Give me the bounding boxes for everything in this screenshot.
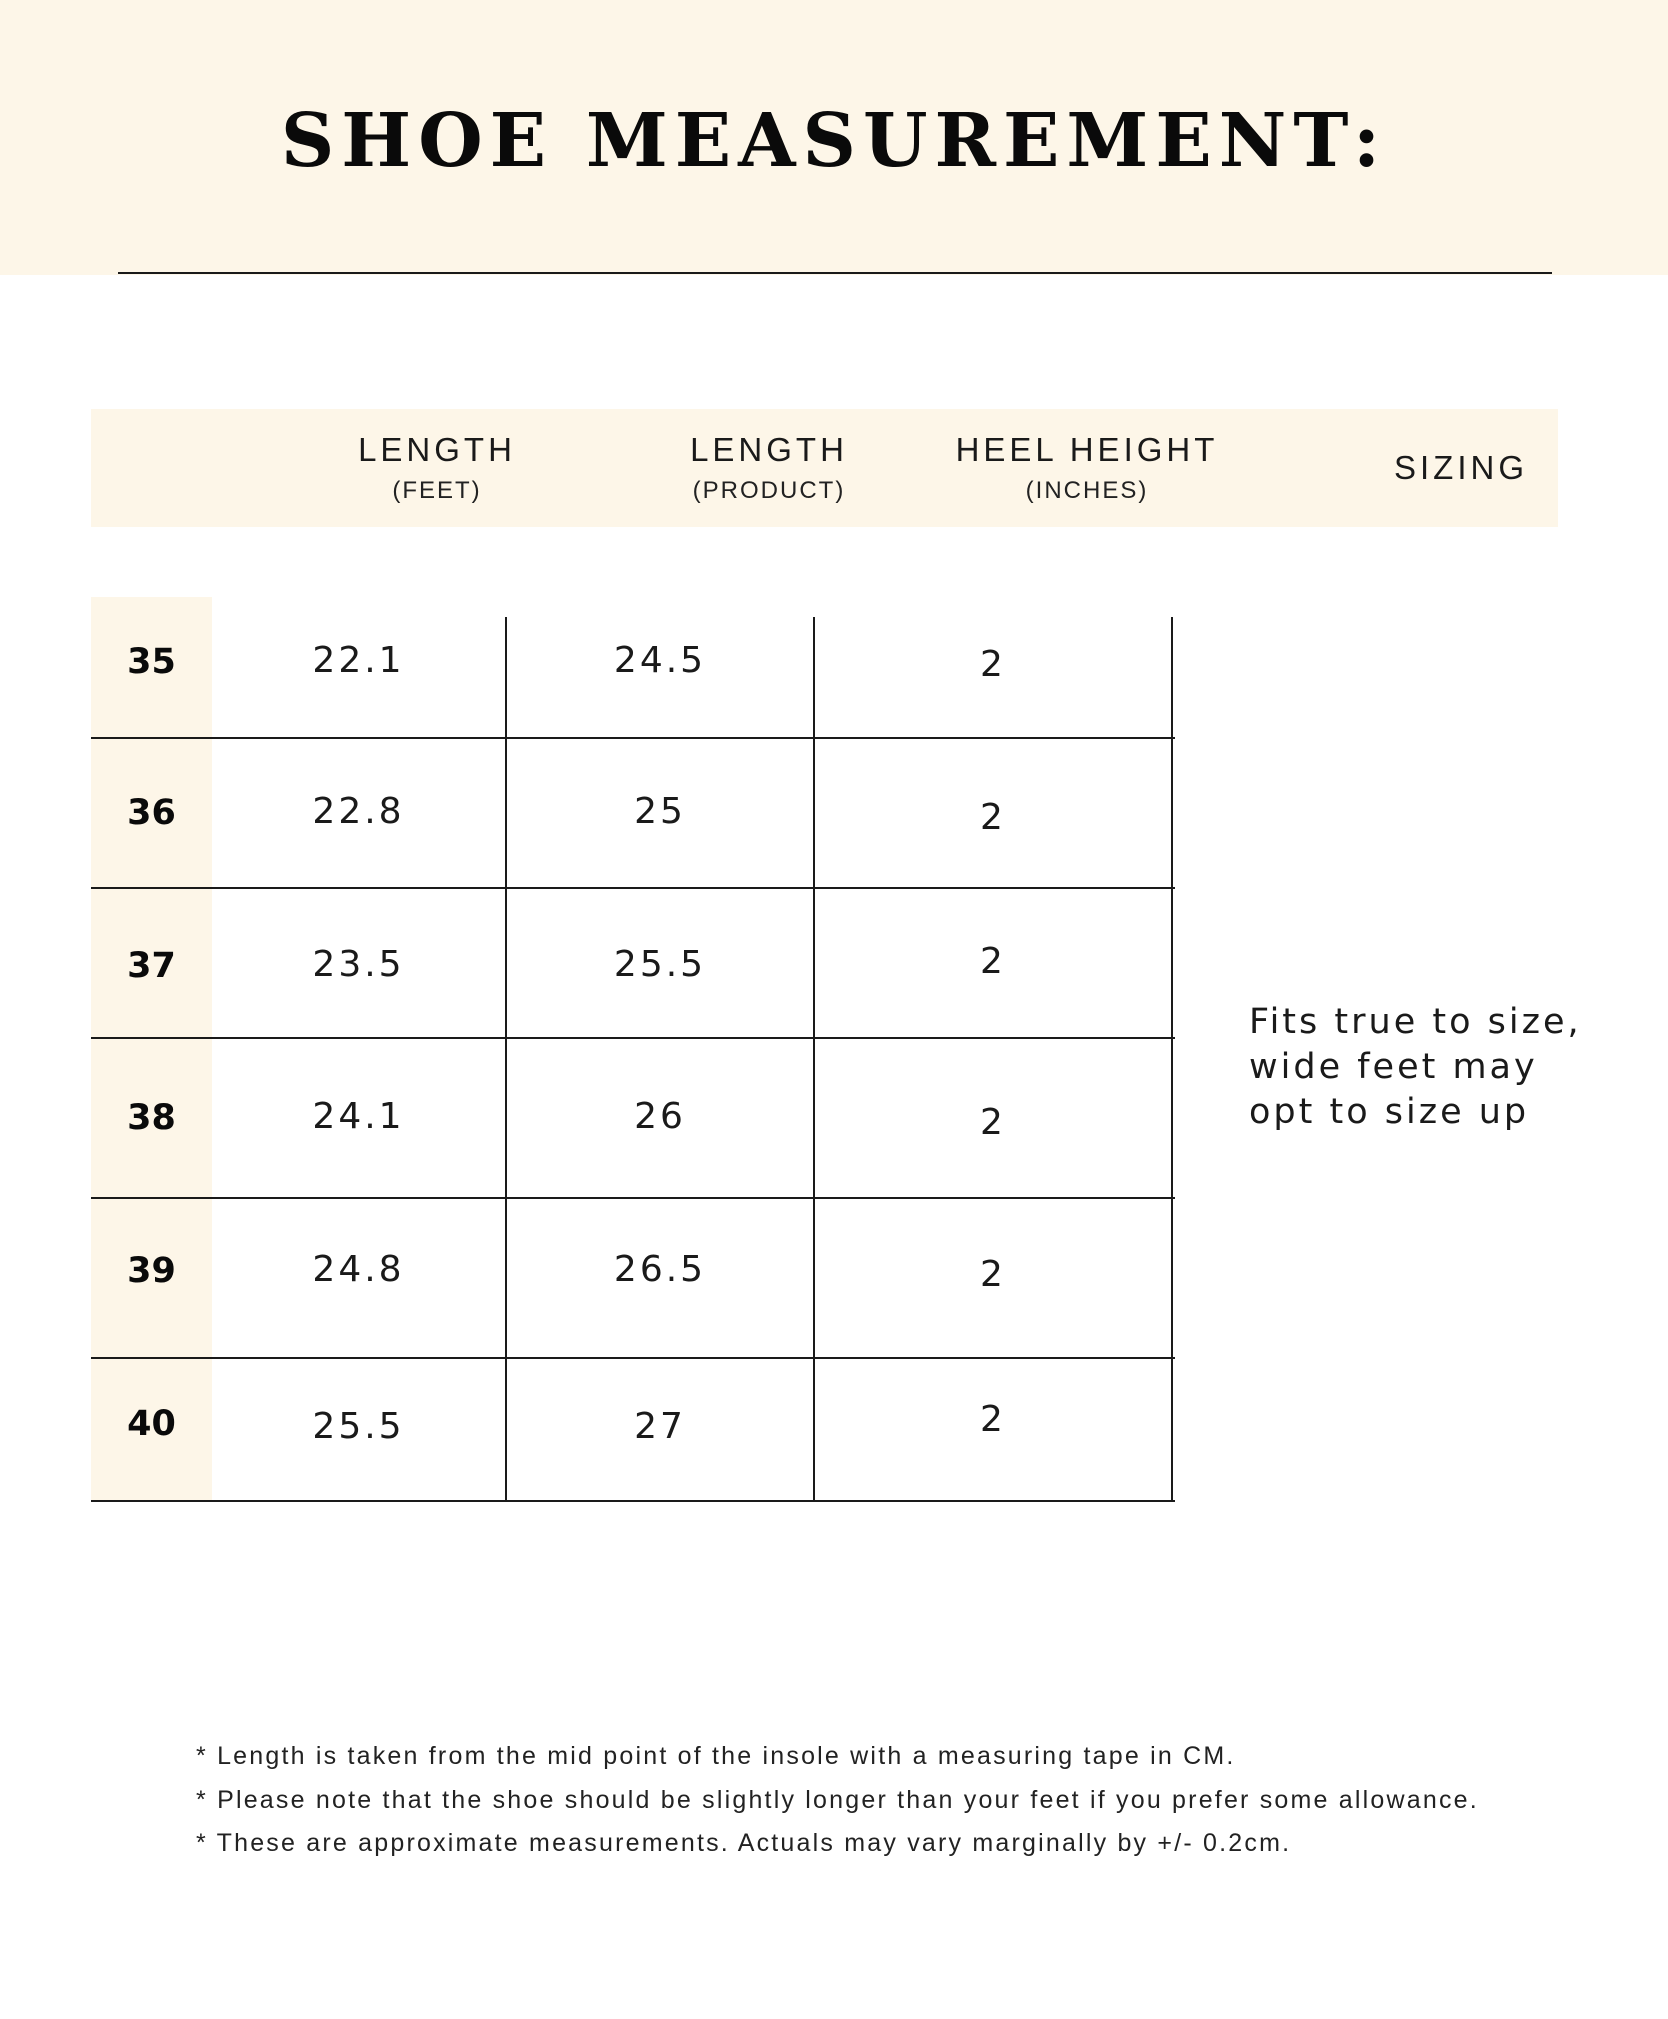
page-title: SHOE MEASUREMENT: [280,98,1388,184]
feet-length-cell: 24.1 [312,1096,405,1137]
title-divider [118,272,1552,274]
column-header-unit: (INCHES) [1025,477,1149,504]
heel-height-cell: 2 [980,941,1006,982]
column-header-unit: (FEET) [392,477,482,504]
heel-height-cell: 2 [980,1254,1006,1295]
row-divider [91,1037,1175,1039]
column-header-label: HEEL HEIGHT [955,431,1219,468]
sizing-note: Fits true to size, wide feet may opt to size up [1249,1002,1582,1132]
table-bottom-rule [91,1500,1175,1502]
size-label: 35 [127,642,176,682]
row-divider [91,887,1175,889]
heel-height-cell: 2 [980,644,1006,685]
size-label: 37 [127,946,176,986]
product-length-cell: 26 [634,1096,686,1137]
footnote: * These are approximate measurements. Actuals may vary marginally by +/- 0.2cm. [196,1829,1292,1857]
size-label: 38 [127,1098,176,1138]
row-divider [91,737,1175,739]
column-divider [1171,617,1173,1502]
heel-height-cell: 2 [980,1399,1006,1440]
heel-height-cell: 2 [980,1102,1006,1143]
row-divider [91,1357,1175,1359]
column-header-sizing [1286,409,1636,527]
table-header [91,409,1558,527]
size-label: 40 [127,1404,176,1444]
column-header-length-feet [252,409,622,527]
feet-length-cell: 22.8 [312,791,405,832]
size-label: 39 [127,1251,176,1291]
column-header-label: SIZING [1393,449,1528,486]
column-header-label: LENGTH [690,431,848,468]
product-length-cell: 25.5 [613,944,707,985]
feet-length-cell: 24.8 [312,1249,405,1290]
column-header-unit: (PRODUCT) [692,477,846,504]
row-divider [91,1197,1175,1199]
heel-height-cell: 2 [980,797,1006,838]
column-header-label: LENGTH [358,431,516,468]
footnote: * Please note that the shoe should be slightly longer than your feet if you prefer some allowance. [196,1786,1479,1814]
feet-length-cell: 25.5 [312,1406,405,1447]
column-header-length-product [609,409,929,527]
feet-length-cell: 22.1 [312,640,405,681]
product-length-cell: 25 [634,791,686,832]
size-label: 36 [127,793,176,833]
product-length-cell: 24.5 [613,640,707,681]
feet-length-cell: 23.5 [312,944,405,985]
column-divider [813,617,815,1502]
product-length-cell: 27 [634,1406,686,1447]
column-divider [505,617,507,1502]
size-column [91,597,212,1502]
column-header-heel-height [902,409,1272,527]
product-length-cell: 26.5 [613,1249,707,1290]
footnote: * Length is taken from the mid point of the insole with a measuring tape in CM. [196,1742,1236,1770]
